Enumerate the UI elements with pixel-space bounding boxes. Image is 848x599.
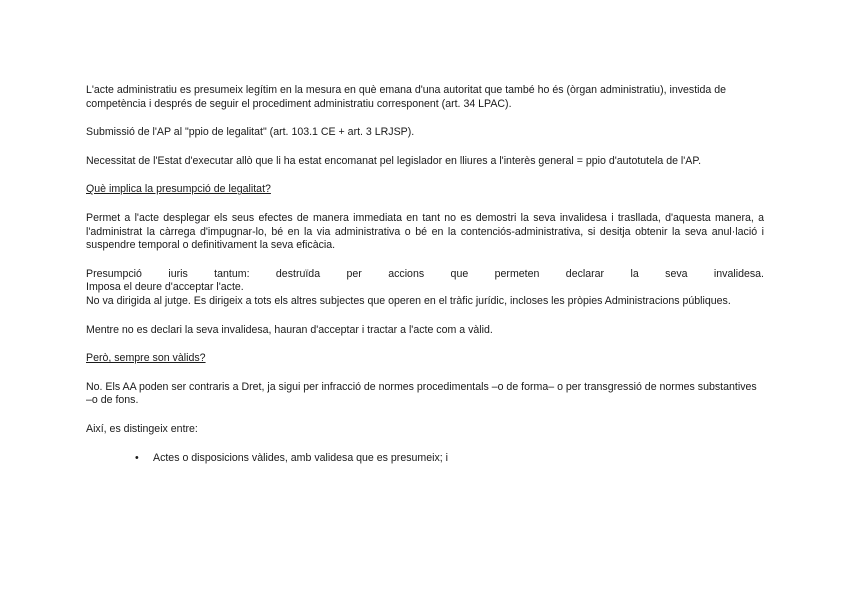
addressees-line: No va dirigida al jutge. Es dirigeix a tots els altres subjectes que operen en el tràfic jurídic, incloses les pròpies Administracions públiques. xyxy=(86,294,731,307)
paragraph-iuris-tantum xyxy=(86,268,764,309)
paragraph-contrary-to-law: No. Els AA poden ser contraris a Dret, ja sigui per infracció de normes procedimentals –o de forma– o per transgressió de normes substantives –o de fons. xyxy=(86,380,757,407)
list-item xyxy=(135,451,764,466)
paragraph-treat-as-valid: Mentre no es declari la seva invalidesa, hauran d'acceptar i tractar a l'acte com a vàlid. xyxy=(86,323,493,336)
heading-always-valid: Però, sempre son vàlids? xyxy=(86,352,206,365)
paragraph-legality-principle: Submissió de l'AP al "ppio de legalitat" (art. 103.1 CE + art. 3 LRJSP). xyxy=(86,126,415,139)
bullet-list xyxy=(86,452,764,466)
paragraph-self-protection: Necessitat de l'Estat d'executar allò que li ha estat encomanat pel legislador en lliures a l'interès general = ppio d'autotutela de l'AP. xyxy=(86,154,702,167)
duty-to-accept-line: Imposa el deure d'acceptar l'acte. xyxy=(86,281,244,294)
paragraph-effects: Permet a l'acte desplegar els seus efectes de manera immediata en tant no es demostri la seva invalidesa i trasllada, d'aquesta manera, a l'administrat la càrrega d'impugnar-lo, bé en la via administrativa o bé en la contenciós-administrativa, si desitja obtenir la seva anul·lació i suspendre temporal o definitivament la seva eficàcia. xyxy=(86,211,764,252)
iuris-tantum-line: Presumpció iuris tantum: destruïda per accions que permeten declarar la seva invalidesa. xyxy=(86,267,764,280)
document-page xyxy=(86,84,764,465)
heading-implications: Què implica la presumpció de legalitat? xyxy=(86,183,271,196)
paragraph-legitimacy: L'acte administratiu es presumeix legítim en la mesura en què emana d'una autoritat que també ho és (òrgan administratiu), investida de competència i després de seguir el procediment administratiu corresponent (art. 34 LPAC). xyxy=(86,84,727,110)
paragraph-distinguish: Així, es distingeix entre: xyxy=(86,422,198,435)
list-item-text: Actes o disposicions vàlides, amb validesa que es presumeix; i xyxy=(153,451,449,464)
bullet-icon: • xyxy=(135,451,139,464)
